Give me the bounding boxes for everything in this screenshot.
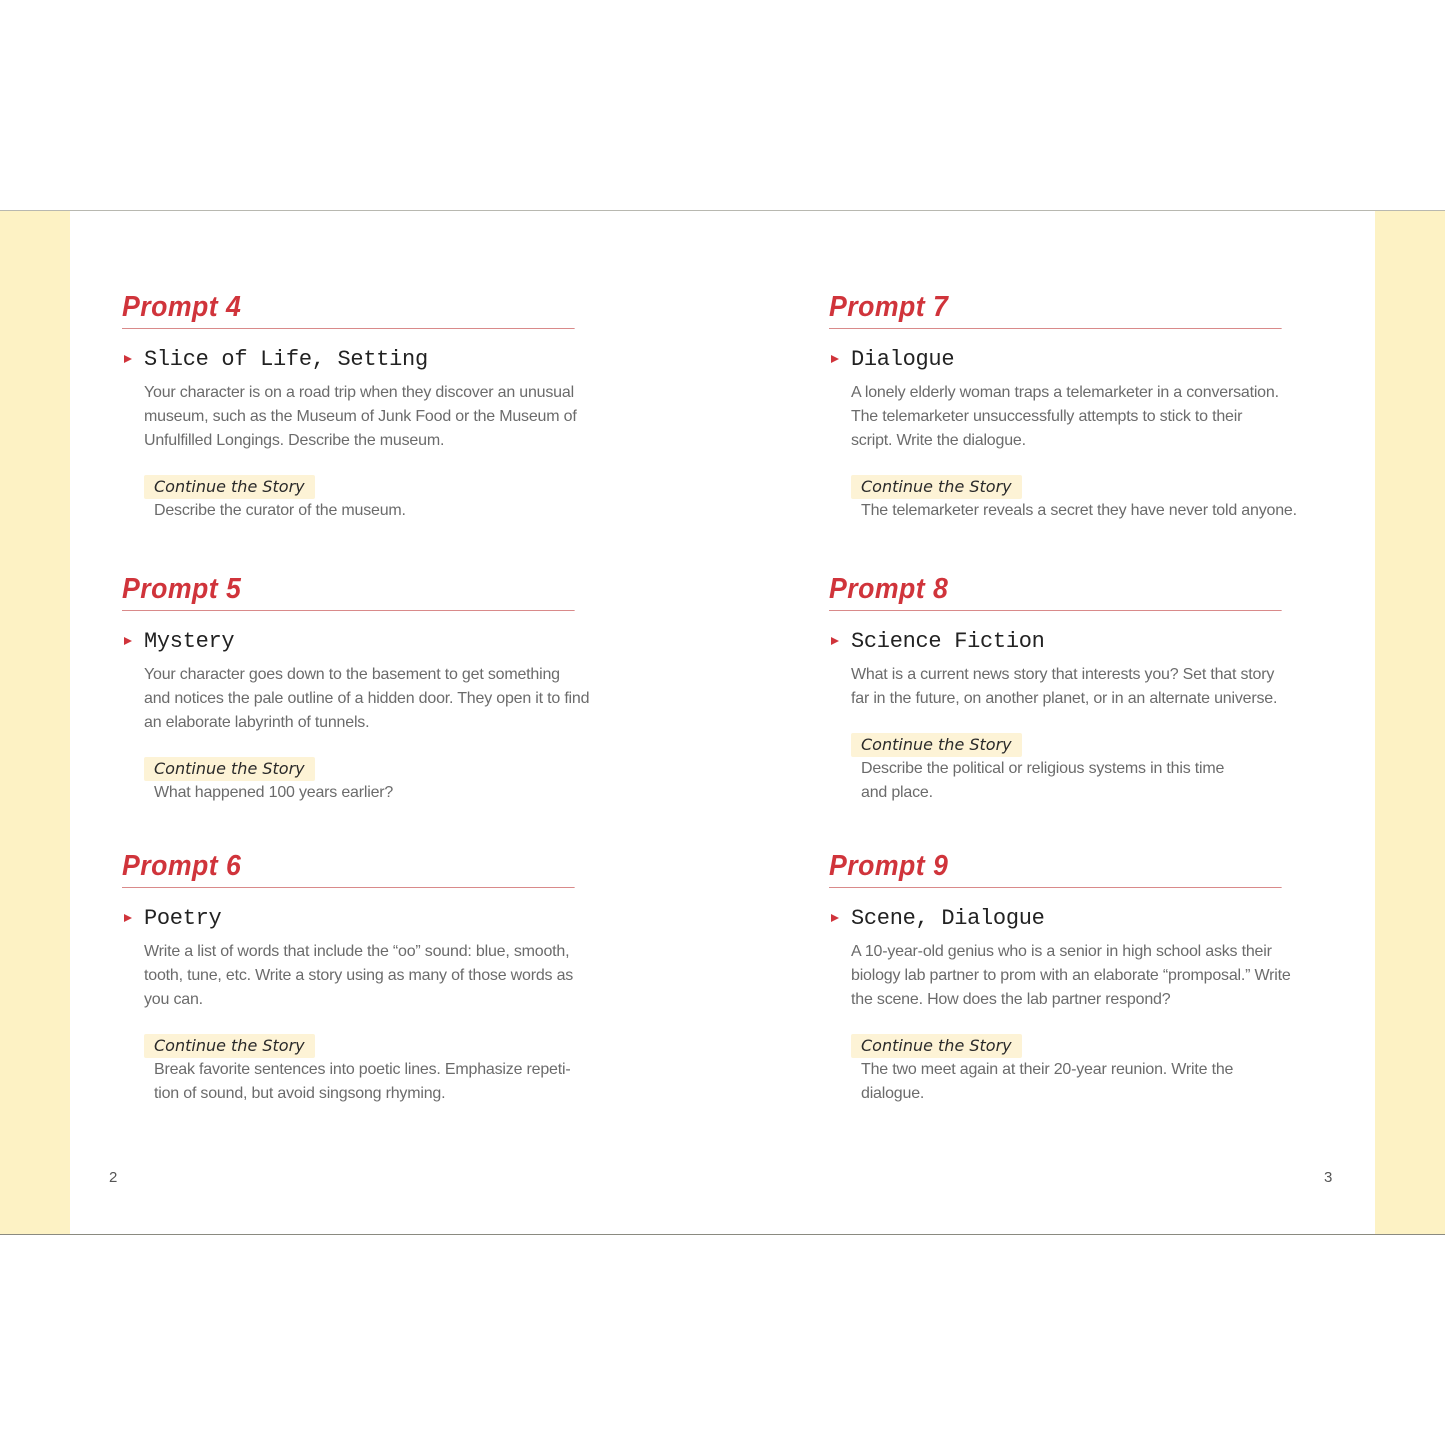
continue-label: Continue the Story [144, 757, 315, 781]
prompt-body [829, 940, 1321, 1012]
continue-label: Continue the Story [851, 1034, 1022, 1058]
continue-text-line: dialogue. [861, 1085, 925, 1102]
continue-section [829, 1034, 1321, 1106]
continue-text [144, 499, 614, 523]
prompt-body-line: you can. [144, 991, 203, 1008]
prompt-body [122, 381, 614, 453]
continue-text [851, 757, 1321, 805]
prompt-title: Prompt 7 [829, 291, 1282, 329]
prompt-body-line: Write a list of words that include the “oo” sound: blue, smooth, [144, 943, 570, 960]
prompt-body-line: tooth, tune, etc. Write a story using as many of those words as [144, 967, 574, 984]
prompt-title: Prompt 9 [829, 850, 1282, 888]
continue-section [122, 475, 614, 523]
continue-text-line: Describe the curator of the museum. [154, 502, 406, 519]
continue-label: Continue the Story [851, 475, 1022, 499]
triangle-arrow-icon [831, 637, 839, 645]
triangle-arrow-icon [831, 914, 839, 922]
continue-section [122, 1034, 614, 1106]
continue-text [144, 781, 614, 805]
continue-text-line: Describe the political or religious systems in this time [861, 760, 1225, 777]
prompt-body-line: What is a current news story that interests you? Set that story [851, 666, 1275, 683]
prompt-genre [829, 904, 1321, 934]
prompt-genre-label: Dialogue [851, 347, 955, 372]
triangle-arrow-icon [124, 637, 132, 645]
prompt-body [122, 663, 614, 735]
triangle-arrow-icon [831, 355, 839, 363]
prompt-title: Prompt 8 [829, 573, 1282, 611]
prompt-genre-label: Mystery [144, 629, 235, 654]
prompt-genre-label: Scene, Dialogue [851, 906, 1045, 931]
prompt-title: Prompt 6 [122, 850, 575, 888]
prompt-body [829, 381, 1321, 453]
prompt-genre [122, 904, 614, 934]
prompt-body [829, 663, 1321, 711]
prompt-genre-label: Poetry [144, 906, 222, 931]
right-page-edge [1375, 211, 1445, 1234]
prompt-body [122, 940, 614, 1012]
continue-label: Continue the Story [851, 733, 1022, 757]
continue-section [829, 475, 1321, 523]
continue-text-line: Break favorite sentences into poetic lines. Emphasize repeti- [154, 1061, 571, 1078]
continue-text-line: and place. [861, 784, 933, 801]
continue-label: Continue the Story [144, 475, 315, 499]
continue-label: Continue the Story [144, 1034, 315, 1058]
left-page-edge [0, 211, 70, 1234]
prompt-body-line: biology lab partner to prom with an elaborate “promposal.” Write [851, 967, 1291, 984]
continue-text-line: tion of sound, but avoid singsong rhyming. [154, 1085, 446, 1102]
continue-section [829, 733, 1321, 805]
prompt-body-line: the scene. How does the lab partner respond? [851, 991, 1171, 1008]
prompt-block [829, 573, 1321, 805]
page-number-right: 3 [1324, 1169, 1333, 1186]
continue-text [851, 1058, 1321, 1106]
prompt-body-line: Your character is on a road trip when they discover an unusual [144, 384, 574, 401]
continue-text-line: The telemarketer reveals a secret they have never told anyone. [861, 502, 1297, 519]
prompt-block [829, 850, 1321, 1106]
prompt-body-line: and notices the pale outline of a hidden door. They open it to find [144, 690, 590, 707]
continue-section [122, 757, 614, 805]
prompt-genre [122, 627, 614, 657]
page-number-left: 2 [109, 1169, 118, 1186]
prompt-title: Prompt 4 [122, 291, 575, 329]
prompt-body-line: A 10-year-old genius who is a senior in high school asks their [851, 943, 1272, 960]
triangle-arrow-icon [124, 355, 132, 363]
continue-text-line: What happened 100 years earlier? [154, 784, 394, 801]
prompt-block [829, 291, 1321, 523]
continue-text-line: The two meet again at their 20-year reunion. Write the [861, 1061, 1234, 1078]
book-spread [0, 210, 1445, 1235]
triangle-arrow-icon [124, 914, 132, 922]
prompt-genre-label: Slice of Life, Setting [144, 347, 428, 372]
prompt-genre [829, 627, 1321, 657]
prompt-genre-label: Science Fiction [851, 629, 1045, 654]
prompt-block [122, 291, 614, 523]
prompt-body-line: museum, such as the Museum of Junk Food or the Museum of [144, 408, 577, 425]
prompt-body-line: The telemarketer unsuccessfully attempts to stick to their [851, 408, 1243, 425]
prompt-title: Prompt 5 [122, 573, 575, 611]
prompt-genre [829, 345, 1321, 375]
prompt-genre [122, 345, 614, 375]
continue-text [851, 499, 1321, 523]
prompt-body-line: script. Write the dialogue. [851, 432, 1026, 449]
continue-text [144, 1058, 614, 1106]
prompt-block [122, 573, 614, 805]
prompt-body-line: an elaborate labyrinth of tunnels. [144, 714, 370, 731]
prompt-body-line: Unfulfilled Longings. Describe the museum. [144, 432, 445, 449]
prompt-body-line: far in the future, on another planet, or in an alternate universe. [851, 690, 1278, 707]
prompt-block [122, 850, 614, 1106]
prompt-body-line: A lonely elderly woman traps a telemarketer in a conversation. [851, 384, 1279, 401]
prompt-body-line: Your character goes down to the basement to get something [144, 666, 560, 683]
